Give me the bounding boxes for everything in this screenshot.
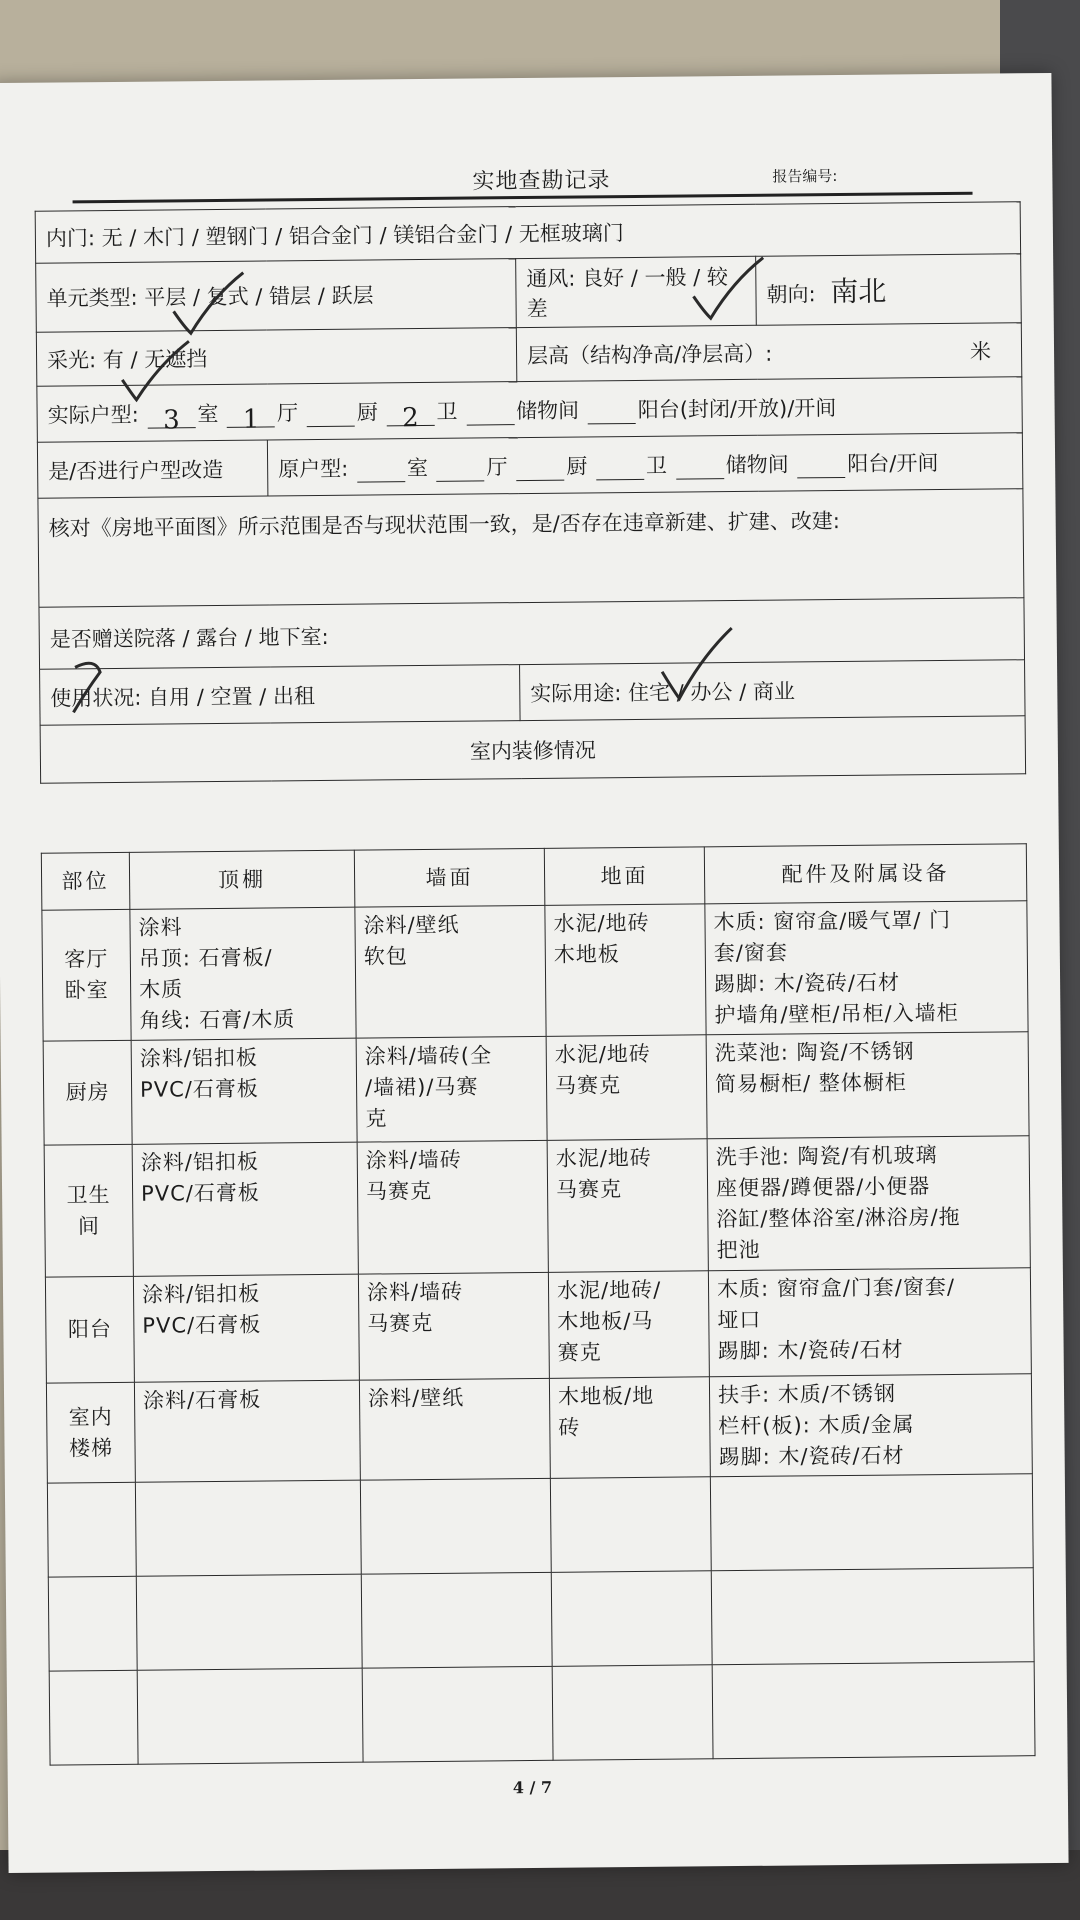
cell-line: 木质	[139, 977, 184, 1002]
empty-row	[47, 1474, 1033, 1577]
cell-line: 套/窗套	[713, 940, 789, 966]
cell-line: 木质: 窗帘盒/暖气罩/ 门	[713, 907, 952, 935]
storage-label: 储物间	[516, 398, 580, 423]
fittings-cell	[707, 1136, 1030, 1271]
cell-line: 涂料/墙砖	[366, 1279, 464, 1305]
halls-blank	[227, 404, 275, 435]
empty-cell	[48, 1576, 137, 1671]
orig-storage-blank	[676, 456, 724, 479]
cell-line: 踢脚: 木/瓷砖/石材	[718, 1443, 905, 1470]
report-number-label: 报告编号:	[772, 167, 838, 186]
empty-row	[49, 1662, 1035, 1765]
empty-cell	[712, 1662, 1035, 1759]
actual-usage-cell: 实际用途: 住宅 / 办公 / 商业	[520, 660, 1026, 721]
renovation-cell: 是/否进行户型改造	[37, 440, 268, 498]
cell-line: PVC/石膏板	[139, 1076, 259, 1102]
room-text: 厨房	[65, 1080, 110, 1105]
cell-line: 垭口	[717, 1307, 762, 1333]
room-cell	[42, 909, 131, 1041]
table-row	[42, 901, 1028, 1041]
header-floor: 地面	[544, 847, 705, 906]
cell-line: 马赛克	[367, 1310, 434, 1336]
orig-kitchen-unit: 厨	[566, 453, 588, 479]
cell-line: 赛克	[557, 1340, 602, 1365]
decoration-header-row	[41, 844, 1027, 910]
cell-line: 角线: 石膏/木质	[139, 1007, 296, 1033]
room-text: 室内	[68, 1404, 113, 1429]
empty-cell	[551, 1571, 712, 1667]
orig-storage-label: 储物间	[725, 451, 789, 477]
cell-line: 涂料	[138, 915, 183, 940]
cell-line: 马赛克	[365, 1178, 433, 1204]
ventilation-cell: 通风: 良好 / 一般 / 较差	[516, 256, 757, 327]
cell-line: 浴缸/整体浴室/淋浴房/拖	[716, 1204, 961, 1232]
halls-handwritten: 1	[242, 404, 260, 435]
cell-line: 简易橱柜/ 整体橱柜	[714, 1070, 907, 1097]
cell-line: 涂料/铝扣板	[141, 1281, 261, 1307]
cell-line: 涂料/石膏板	[142, 1387, 262, 1413]
orig-bath-blank	[596, 456, 644, 479]
cell-line: 涂料/墙砖(全	[364, 1043, 493, 1069]
orig-kitchen-blank	[516, 457, 564, 480]
empty-cell	[49, 1670, 138, 1765]
cell-line: 涂料/壁纸	[367, 1385, 465, 1411]
empty-cell	[361, 1572, 552, 1668]
page-number: 4 / 7	[512, 1777, 553, 1798]
empty-cell	[550, 1477, 711, 1573]
wall-cell	[358, 1272, 549, 1380]
floor-cell	[547, 1139, 708, 1273]
cell-line: 水泥/地砖/	[556, 1277, 662, 1303]
table-row	[43, 1032, 1029, 1145]
inner-door-row: 内门: 无 / 木门 / 塑钢门 / 铝合金门 / 镁铝合金门 / 无框玻璃门	[35, 202, 1020, 263]
original-layout-label: 原户型:	[278, 456, 349, 481]
header-fittings: 配件及附属设备	[704, 844, 1027, 904]
ceiling-cell	[134, 1380, 360, 1482]
ceiling-cell	[133, 1274, 359, 1382]
room-text: 阳台	[67, 1317, 113, 1342]
cell-line: 踢脚: 木/瓷砖/石材	[714, 970, 901, 997]
bath-unit: 卫	[436, 399, 458, 424]
header-ceiling: 顶棚	[129, 850, 355, 909]
cell-line: 水泥/地砖	[555, 1145, 652, 1171]
fittings-cell	[709, 1374, 1032, 1477]
cell-line: PVC/石膏板	[142, 1312, 262, 1338]
wall-cell	[356, 1036, 547, 1142]
empty-cell	[137, 1668, 363, 1764]
cell-line: 木质: 窗帘盒/门套/窗套/	[716, 1274, 956, 1302]
actual-layout-label: 实际户型:	[47, 402, 139, 428]
document-page	[0, 73, 1069, 1873]
floor-height-label: 层高（结构净高/净层高）:	[526, 341, 773, 368]
cell-line: 护墙角/壁柜/吊柜/入墙柜	[714, 1000, 959, 1028]
empty-cell	[711, 1568, 1034, 1665]
original-layout-cell	[267, 433, 1023, 496]
cell-line: 洗菜池: 陶瓷/不锈钢	[714, 1039, 915, 1066]
cell-line: 克	[365, 1106, 388, 1131]
orientation-label: 朝向:	[766, 282, 816, 307]
cell-line: 扶手: 木质/不锈钢	[717, 1381, 896, 1408]
cell-line: 洗手池: 陶瓷/有机玻璃	[715, 1143, 938, 1170]
cell-line: 涂料/铝扣板	[139, 1045, 258, 1071]
ceiling-cell	[130, 907, 356, 1040]
table-row	[44, 1136, 1030, 1277]
kitchen-unit: 厨	[356, 399, 378, 425]
cell-line: 水泥/地砖	[554, 1041, 651, 1067]
orientation-cell	[756, 254, 1022, 326]
orig-balcony-label: 阳台/开间	[847, 450, 939, 476]
cell-line: 木地板/马	[557, 1308, 654, 1334]
orig-balcony-blank	[797, 454, 845, 477]
floor-cell	[545, 904, 706, 1037]
floor-cell	[546, 1035, 707, 1141]
decoration-section-title: 室内装修情况	[40, 716, 1026, 783]
floor-height-cell	[516, 323, 1022, 382]
floor-height-unit: 米	[969, 339, 992, 364]
header-wall: 墙面	[354, 848, 545, 907]
room-cell	[44, 1144, 133, 1277]
cell-line: 座便器/蹲便器/小便器	[715, 1174, 931, 1201]
cell-line: 木地板/地	[557, 1383, 655, 1409]
cell-line: 软包	[363, 944, 408, 969]
cell-line: 砖	[558, 1415, 581, 1440]
cell-line: 吊顶: 石膏板/	[138, 945, 273, 971]
checkmark-usage-icon	[657, 626, 738, 707]
wall-cell	[355, 905, 546, 1038]
orientation-handwritten: 南北	[830, 274, 887, 309]
room-text: 卧室	[64, 978, 109, 1003]
cell-line: 栏杆(板): 木质/金属	[718, 1412, 915, 1439]
cell-line: 涂料/墙砖	[365, 1147, 462, 1173]
fittings-cell	[708, 1268, 1031, 1377]
verify-row: 核对《房地平面图》所示范围是否与现状范围一致，是/否存在违章新建、扩建、改建:	[38, 489, 1024, 607]
rooms-handwritten: 3	[163, 404, 180, 435]
empty-row	[48, 1568, 1034, 1671]
floor-cell	[548, 1271, 709, 1379]
cell-line: 涂料/铝扣板	[140, 1149, 259, 1175]
empty-cell	[47, 1482, 136, 1577]
unit-type-cell: 单元类型: 平层 / 复式 / 错层 / 跃层	[36, 259, 517, 333]
gift-row: 是否赠送院落 / 露台 / 地下室:	[39, 598, 1025, 669]
storage-blank	[466, 402, 514, 425]
room-cell	[46, 1382, 135, 1483]
empty-cell	[552, 1665, 713, 1761]
balcony-label: 阳台(封闭/开放)/开间	[637, 395, 837, 422]
cell-line: 涂料/壁纸	[363, 912, 460, 938]
checkmark-ventilation-icon	[688, 256, 769, 327]
rooms-unit: 室	[197, 401, 219, 426]
header-part: 部位	[41, 852, 130, 910]
ceiling-cell	[131, 1038, 357, 1144]
empty-cell	[135, 1480, 361, 1576]
lighting-cell: 采光: 有 / 无遮挡	[36, 328, 516, 387]
empty-cell	[360, 1478, 551, 1574]
cell-line: 马赛克	[555, 1177, 623, 1202]
room-text: 客厅	[64, 947, 109, 972]
empty-cell	[136, 1574, 362, 1670]
orig-halls-unit: 厅	[486, 454, 508, 479]
ceiling-cell	[132, 1142, 358, 1276]
cell-line: PVC/石膏板	[140, 1180, 260, 1206]
orig-bath-unit: 卫	[645, 453, 668, 478]
cell-line: 马赛克	[554, 1073, 622, 1098]
balcony-blank	[588, 400, 636, 423]
wall-cell	[359, 1378, 550, 1480]
empty-cell	[362, 1666, 553, 1762]
cell-line: 踢脚: 木/瓷砖/石材	[717, 1337, 904, 1364]
wall-cell	[357, 1140, 548, 1274]
kitchen-blank	[307, 403, 355, 426]
usage-status-cell: 使用状况: 自用 / 空置 / 出租	[40, 665, 521, 726]
room-text: 间	[77, 1213, 101, 1238]
orig-rooms-unit: 室	[406, 455, 429, 480]
decoration-table	[41, 843, 1036, 1765]
empty-cell	[710, 1474, 1033, 1571]
room-cell	[45, 1276, 134, 1383]
cell-line: /墙裙)/马赛	[364, 1074, 479, 1100]
fittings-cell	[706, 1032, 1029, 1139]
orig-rooms-blank	[357, 459, 405, 482]
room-text: 卫生	[66, 1182, 111, 1207]
cell-line: 木地板	[553, 942, 620, 967]
page-title: 实地查勘记录	[472, 168, 611, 195]
fittings-cell	[705, 901, 1028, 1035]
circle-mark-icon	[65, 657, 116, 717]
checkmark-lighting-icon	[114, 339, 195, 410]
bath-handwritten: 2	[402, 402, 419, 433]
cell-line: 把池	[716, 1237, 761, 1263]
bath-blank	[386, 402, 434, 433]
floor-cell	[549, 1377, 710, 1479]
table-row	[45, 1268, 1031, 1383]
room-cell	[43, 1040, 132, 1145]
cell-line: 水泥/地砖	[553, 910, 650, 936]
table-row	[46, 1374, 1032, 1483]
checkmark-unit-type-icon	[168, 271, 249, 342]
halls-unit: 厅	[276, 400, 299, 425]
orig-halls-blank	[437, 458, 485, 481]
room-text: 楼梯	[68, 1435, 114, 1460]
